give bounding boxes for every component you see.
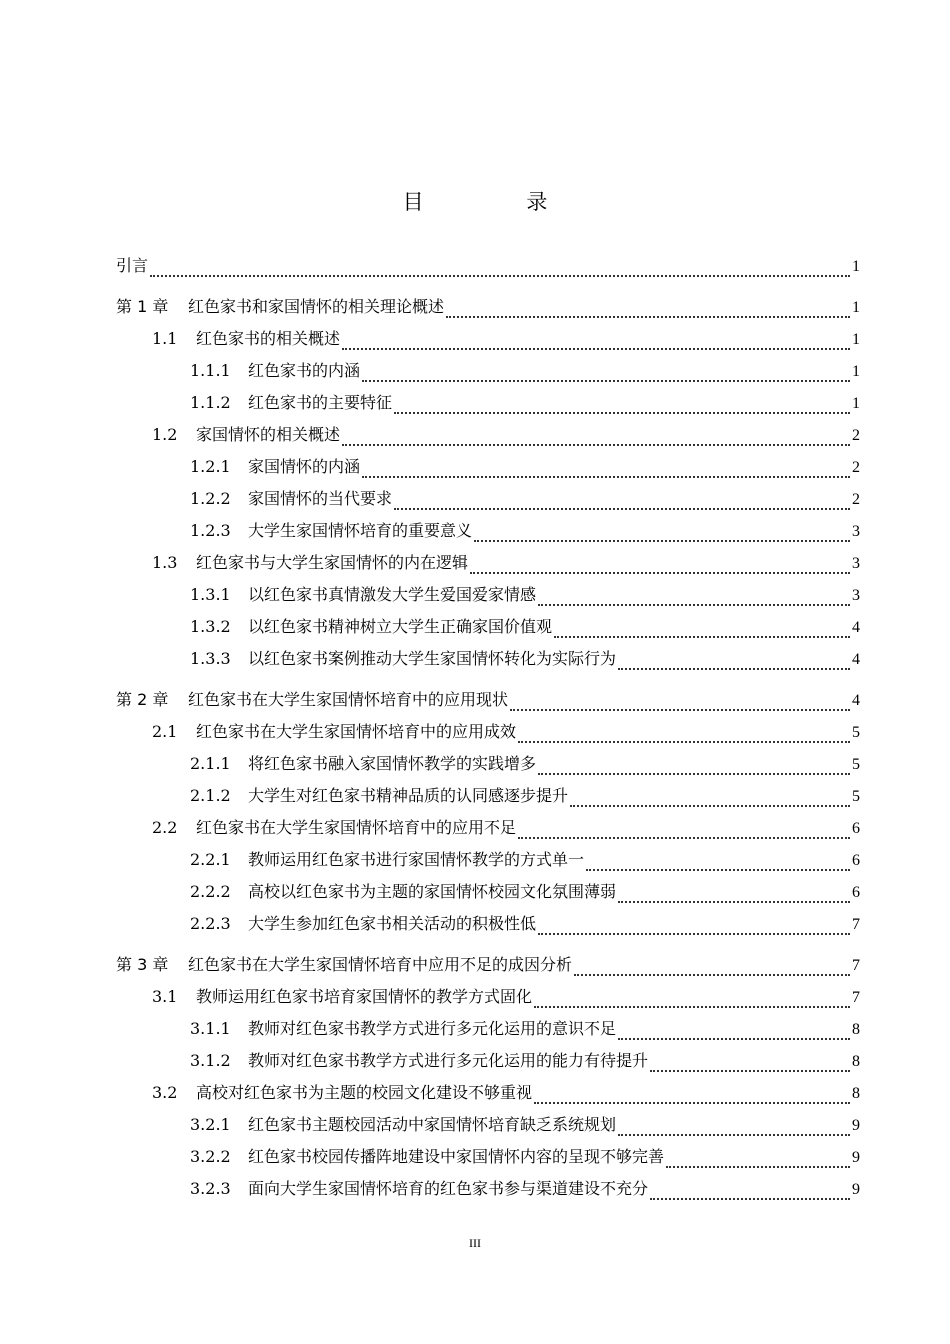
toc-entry-page: 9: [852, 1117, 860, 1134]
toc-entry-label: 红色家书的主要特征: [248, 393, 393, 412]
toc-entry-3-2-3[interactable]: [190, 1177, 860, 1201]
toc-entry-1-2-2[interactable]: [190, 487, 860, 511]
toc-entry-page: 5: [852, 788, 860, 805]
toc-entry-page: 5: [852, 756, 860, 773]
toc-entry-page: 9: [852, 1149, 860, 1166]
dot-leader: [618, 1024, 850, 1040]
toc-entry-number: 第 2 章: [116, 690, 169, 709]
toc-entry-label: 红色家书在大学生家国情怀培育中的应用不足: [196, 818, 517, 837]
toc-entry-label: 红色家书主题校园活动中家国情怀培育缺乏系统规划: [248, 1115, 617, 1134]
toc-entry-label: 家国情怀的内涵: [248, 457, 361, 476]
toc-entry-label: 大学生家国情怀培育的重要意义: [248, 521, 473, 540]
toc-entry-page: 8: [852, 1085, 860, 1102]
toc-entry-number: 1.2: [152, 425, 178, 444]
toc-entry-number: 1.3.1: [190, 585, 231, 604]
toc-entry-label: 引言: [116, 256, 149, 275]
toc-entry-3-1[interactable]: [152, 985, 860, 1009]
dot-leader: [534, 992, 850, 1008]
toc-entry-1-2[interactable]: [152, 423, 860, 447]
toc-entry-label: 红色家书与大学生家国情怀的内在逻辑: [196, 553, 469, 572]
dot-leader: [446, 302, 850, 318]
dot-leader: [362, 462, 850, 478]
toc-entry-number: 1.2.3: [190, 521, 231, 540]
toc-entry-2-1-2[interactable]: [190, 784, 860, 808]
toc-entry-3-2-2[interactable]: [190, 1145, 860, 1169]
toc-entry-label: 以红色家书案例推动大学生家国情怀转化为实际行为: [248, 649, 617, 668]
dot-leader: [474, 526, 850, 542]
dot-leader: [554, 622, 850, 638]
toc-entry-number: 2.1.2: [190, 786, 231, 805]
toc-entry-page: 7: [852, 916, 860, 933]
toc-entry-label: 高校对红色家书为主题的校园文化建设不够重视: [196, 1083, 533, 1102]
toc-entry-page: 7: [852, 957, 860, 974]
toc-entry-label: 红色家书在大学生家国情怀培育中应用不足的成因分析: [188, 955, 573, 974]
toc-entry-number: 2.2: [152, 818, 178, 837]
toc-entry-chapter-1[interactable]: [116, 295, 860, 319]
toc-entry-label: 教师对红色家书教学方式进行多元化运用的能力有待提升: [248, 1051, 649, 1070]
toc-entry-label: 家国情怀的相关概述: [196, 425, 341, 444]
toc-entry-number: 1.1.1: [190, 361, 231, 380]
toc-entry-page: 6: [852, 820, 860, 837]
dot-leader: [362, 366, 850, 382]
dot-leader: [518, 727, 850, 743]
toc-entry-intro[interactable]: [116, 254, 860, 278]
toc-entry-number: 3.1: [152, 987, 178, 1006]
toc-entry-number: 2.2.3: [190, 914, 231, 933]
dot-leader: [618, 887, 850, 903]
toc-entry-page: 3: [852, 523, 860, 540]
toc-entry-label: 面向大学生家国情怀培育的红色家书参与渠道建设不充分: [248, 1179, 649, 1198]
toc-entry-page: 1: [852, 299, 860, 316]
toc-entry-label: 以红色家书真情激发大学生爱国爱家情感: [248, 585, 537, 604]
toc-entry-number: 3.2: [152, 1083, 178, 1102]
dot-leader: [666, 1152, 850, 1168]
toc-entry-page: 1: [852, 363, 860, 380]
toc-entry-page: 4: [852, 651, 860, 668]
toc-entry-number: 第 1 章: [116, 297, 169, 316]
dot-leader: [518, 823, 850, 839]
toc-entry-2-2-1[interactable]: [190, 848, 860, 872]
toc-entry-page: 5: [852, 724, 860, 741]
toc-entry-2-2-3[interactable]: [190, 912, 860, 936]
toc-entry-label: 教师运用红色家书培育家国情怀的教学方式固化: [196, 987, 533, 1006]
dot-leader: [570, 791, 850, 807]
toc-entry-number: 3.2.2: [190, 1147, 231, 1166]
dot-leader: [650, 1184, 850, 1200]
toc-entry-number: 1.1: [152, 329, 178, 348]
toc-entry-number: 2.1.1: [190, 754, 231, 773]
toc-entry-page: 3: [852, 587, 860, 604]
toc-entry-number: 1.1.2: [190, 393, 231, 412]
toc-entry-1-1-2[interactable]: [190, 391, 860, 415]
toc-entry-1-2-1[interactable]: [190, 455, 860, 479]
dot-leader: [534, 1088, 850, 1104]
toc-entry-2-2[interactable]: [152, 816, 860, 840]
toc-entry-1-3-2[interactable]: [190, 615, 860, 639]
toc-entry-3-1-1[interactable]: [190, 1017, 860, 1041]
dot-leader: [650, 1056, 850, 1072]
dot-leader: [150, 261, 850, 277]
toc-entry-label: 家国情怀的当代要求: [248, 489, 393, 508]
toc-entry-number: 1.2.1: [190, 457, 231, 476]
toc-entry-label: 高校以红色家书为主题的家国情怀校园文化氛围薄弱: [248, 882, 617, 901]
toc-entry-1-1-1[interactable]: [190, 359, 860, 383]
toc-entry-page: 7: [852, 989, 860, 1006]
toc-entry-page: 8: [852, 1053, 860, 1070]
toc-entry-label: 红色家书和家国情怀的相关理论概述: [188, 297, 445, 316]
toc-entry-2-1[interactable]: [152, 720, 860, 744]
dot-leader: [586, 855, 850, 871]
toc-entry-1-1[interactable]: [152, 327, 860, 351]
toc-entry-number: 2.1: [152, 722, 178, 741]
dot-leader: [538, 590, 850, 606]
toc-entry-2-1-1[interactable]: [190, 752, 860, 776]
dot-leader: [394, 398, 850, 414]
dot-leader: [394, 494, 850, 510]
toc-entry-label: 红色家书在大学生家国情怀培育中的应用成效: [196, 722, 517, 741]
dot-leader: [574, 960, 850, 976]
toc-entry-page: 3: [852, 555, 860, 572]
toc-entry-3-2-1[interactable]: [190, 1113, 860, 1137]
toc-entry-label: 将红色家书融入家国情怀教学的实践增多: [248, 754, 537, 773]
toc-entry-chapter-3[interactable]: [116, 953, 860, 977]
toc-entry-label: 教师对红色家书教学方式进行多元化运用的意识不足: [248, 1019, 617, 1038]
toc-entry-number: 1.3: [152, 553, 178, 572]
toc-entry-number: 3.1.1: [190, 1019, 231, 1038]
toc-entry-label: 大学生参加红色家书相关活动的积极性低: [248, 914, 537, 933]
toc-entry-label: 红色家书的内涵: [248, 361, 361, 380]
toc-entry-label: 红色家书在大学生家国情怀培育中的应用现状: [188, 690, 509, 709]
toc-entry-number: 2.2.2: [190, 882, 231, 901]
page-number-footer: III: [469, 1236, 481, 1250]
toc-entry-page: 2: [852, 459, 860, 476]
toc-entry-3-2[interactable]: [152, 1081, 860, 1105]
dot-leader: [342, 334, 850, 350]
toc-entry-number: 3.1.2: [190, 1051, 231, 1070]
toc-entry-page: 2: [852, 427, 860, 444]
toc-entry-1-2-3[interactable]: [190, 519, 860, 543]
dot-leader: [618, 654, 850, 670]
toc-entry-number: 1.2.2: [190, 489, 231, 508]
toc-entry-page: 9: [852, 1181, 860, 1198]
toc-entry-1-3[interactable]: [152, 551, 860, 575]
toc-entry-label: 红色家书校园传播阵地建设中家国情怀内容的呈现不够完善: [248, 1147, 665, 1166]
toc-entry-page: 2: [852, 491, 860, 508]
toc-entry-page: 4: [852, 619, 860, 636]
dot-leader: [538, 919, 850, 935]
toc-entry-number: 3.2.1: [190, 1115, 231, 1134]
toc-entry-number: 3.2.3: [190, 1179, 231, 1198]
dot-leader: [342, 430, 850, 446]
toc-entry-label: 大学生对红色家书精神品质的认同感逐步提升: [248, 786, 569, 805]
toc-entry-number: 第 3 章: [116, 955, 169, 974]
toc-entry-number: 1.3.2: [190, 617, 231, 636]
dot-leader: [510, 695, 850, 711]
toc-entry-3-1-2[interactable]: [190, 1049, 860, 1073]
toc-entry-2-2-2[interactable]: [190, 880, 860, 904]
dot-leader: [470, 558, 850, 574]
toc-entry-1-3-1[interactable]: [190, 583, 860, 607]
toc-entry-page: 1: [852, 395, 860, 412]
toc-entry-page: 6: [852, 884, 860, 901]
toc-entry-page: 1: [852, 331, 860, 348]
toc-entry-1-3-3[interactable]: [190, 647, 860, 671]
toc-entry-label: 以红色家书精神树立大学生正确家国价值观: [248, 617, 553, 636]
toc-entry-page: 1: [852, 258, 860, 275]
toc-entry-label: 红色家书的相关概述: [196, 329, 341, 348]
toc-entry-page: 6: [852, 852, 860, 869]
toc-entry-label: 教师运用红色家书进行家国情怀教学的方式单一: [248, 850, 585, 869]
toc-entry-number: 1.3.3: [190, 649, 231, 668]
toc-title: 目 录: [402, 190, 596, 214]
toc-entry-number: 2.2.1: [190, 850, 231, 869]
toc-entry-chapter-2[interactable]: [116, 688, 860, 712]
toc-entry-page: 8: [852, 1021, 860, 1038]
toc-entry-page: 4: [852, 692, 860, 709]
dot-leader: [618, 1120, 850, 1136]
dot-leader: [538, 759, 850, 775]
